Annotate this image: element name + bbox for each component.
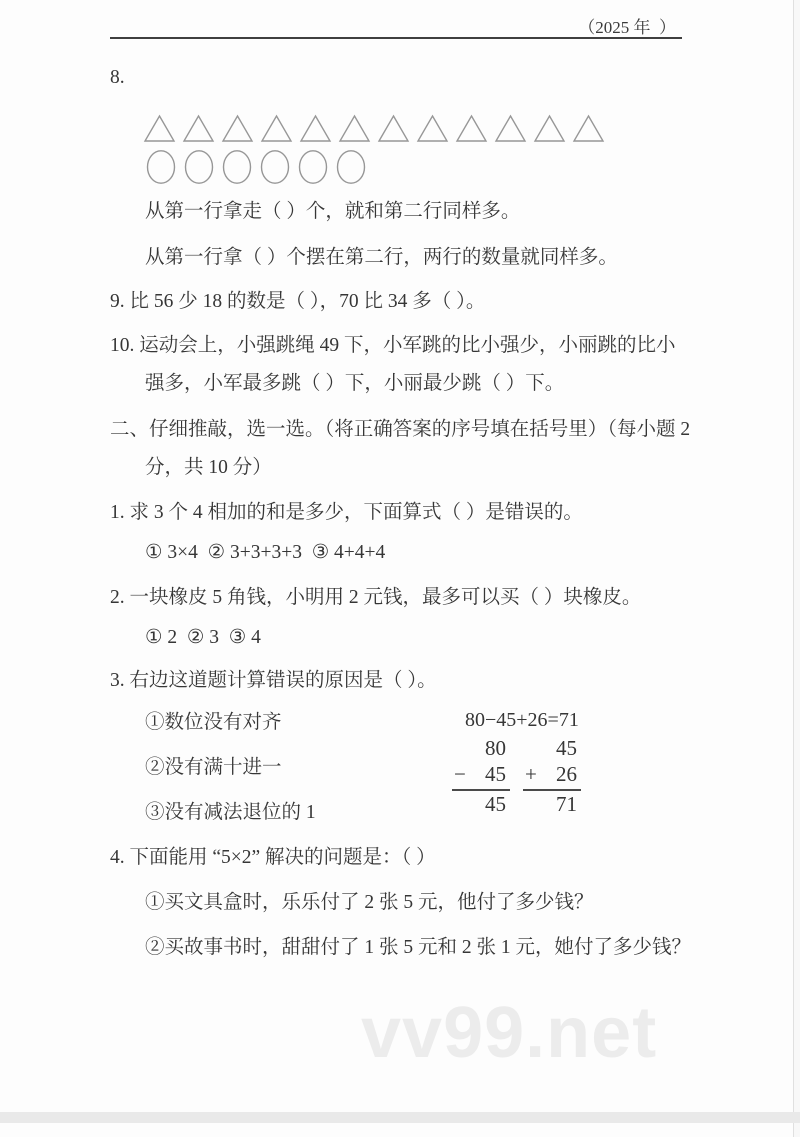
- q8-line1: 从第一行拿走（ ）个，就和第二行同样多。: [145, 201, 521, 222]
- triangle-icon: [338, 113, 371, 143]
- vertical-calculation: [452, 736, 581, 817]
- circle-icon: [260, 149, 290, 185]
- subtraction-top: 80: [485, 736, 506, 760]
- triangle-icon: [455, 113, 488, 143]
- year-label: （2025 年 ）: [578, 18, 676, 37]
- section2-header-line2: 分，共 10 分）: [145, 457, 272, 478]
- q10-line1: 10. 运动会上，小强跳绳 49 下，小军跳的比小强少，小丽跳的比小: [110, 335, 676, 356]
- triangle-icon: [143, 113, 176, 143]
- choice2-options: ① 2 ② 3 ③ 4: [145, 627, 261, 648]
- q9-text: 9. 比 56 少 18 的数是（ ），70 比 34 多（ ）。: [110, 291, 486, 312]
- triangle-row: [143, 113, 605, 143]
- addition-result: 71: [523, 789, 581, 817]
- circle-icon: [336, 149, 366, 185]
- triangle-icon: [377, 113, 410, 143]
- q10-line2: 强多，小军最多跳（ ）下，小丽最少跳（ ）下。: [145, 373, 565, 394]
- circle-icon: [184, 149, 214, 185]
- choice3-option2: ②没有满十进一: [145, 757, 282, 778]
- addition-second: 26: [556, 762, 577, 786]
- choice2-text: 2. 一块橡皮 5 角钱，小明用 2 元钱，最多可以买（ ）块橡皮。: [110, 587, 642, 608]
- addition-column: [523, 736, 581, 817]
- choice3-option1: ①数位没有对齐: [145, 712, 282, 733]
- section2-header-line1: 二、仔细推敲，选一选。（将正确答案的序号填在括号里）（每小题 2: [110, 419, 691, 440]
- choice3-text: 3. 右边这道题计算错误的原因是（ ）。: [110, 670, 437, 691]
- triangle-icon: [260, 113, 293, 143]
- circle-icon: [298, 149, 328, 185]
- triangle-icon: [494, 113, 527, 143]
- choice4-option1: ①买文具盒时，乐乐付了 2 张 5 元，他付了多少钱？: [145, 892, 594, 913]
- page-right-margin: [794, 0, 800, 1137]
- circle-icon: [146, 149, 176, 185]
- triangle-icon: [299, 113, 332, 143]
- circle-row: [146, 149, 366, 185]
- subtraction-second-row: [452, 762, 510, 787]
- triangle-icon: [572, 113, 605, 143]
- triangle-icon: [533, 113, 566, 143]
- choice4-option2: ②买故事书时，甜甜付了 1 张 5 元和 2 张 1 元，她付了多少钱？: [145, 937, 692, 958]
- triangle-icon: [221, 113, 254, 143]
- addition-second-row: [523, 762, 581, 787]
- minus-sign: −: [454, 762, 466, 786]
- watermark: vv99.net: [361, 993, 658, 1073]
- choice3-option3: ③没有减法退位的 1: [145, 802, 316, 823]
- q8-line2: 从第一行拿（ ）个摆在第二行，两行的数量就同样多。: [145, 247, 618, 268]
- triangle-icon: [416, 113, 449, 143]
- header-rule: [110, 37, 682, 39]
- subtraction-second: 45: [485, 762, 506, 786]
- q8-number: 8.: [110, 67, 125, 88]
- subtraction-column: [452, 736, 510, 817]
- addition-top: 45: [556, 736, 577, 760]
- circle-icon: [222, 149, 252, 185]
- page-right-edge: [793, 0, 794, 1137]
- choice3-equation: 80−45+26=71: [465, 709, 579, 731]
- triangle-icon: [182, 113, 215, 143]
- choice1-text: 1. 求 3 个 4 相加的和是多少，下面算式（ ）是错误的。: [110, 502, 583, 523]
- page-separator: [0, 1112, 800, 1123]
- choice1-options: ① 3×4 ② 3+3+3+3 ③ 4+4+4: [145, 542, 386, 563]
- plus-sign: +: [525, 762, 537, 786]
- subtraction-result: 45: [452, 789, 510, 817]
- choice4-text: 4. 下面能用 “5×2” 解决的问题是：（ ）: [110, 847, 436, 868]
